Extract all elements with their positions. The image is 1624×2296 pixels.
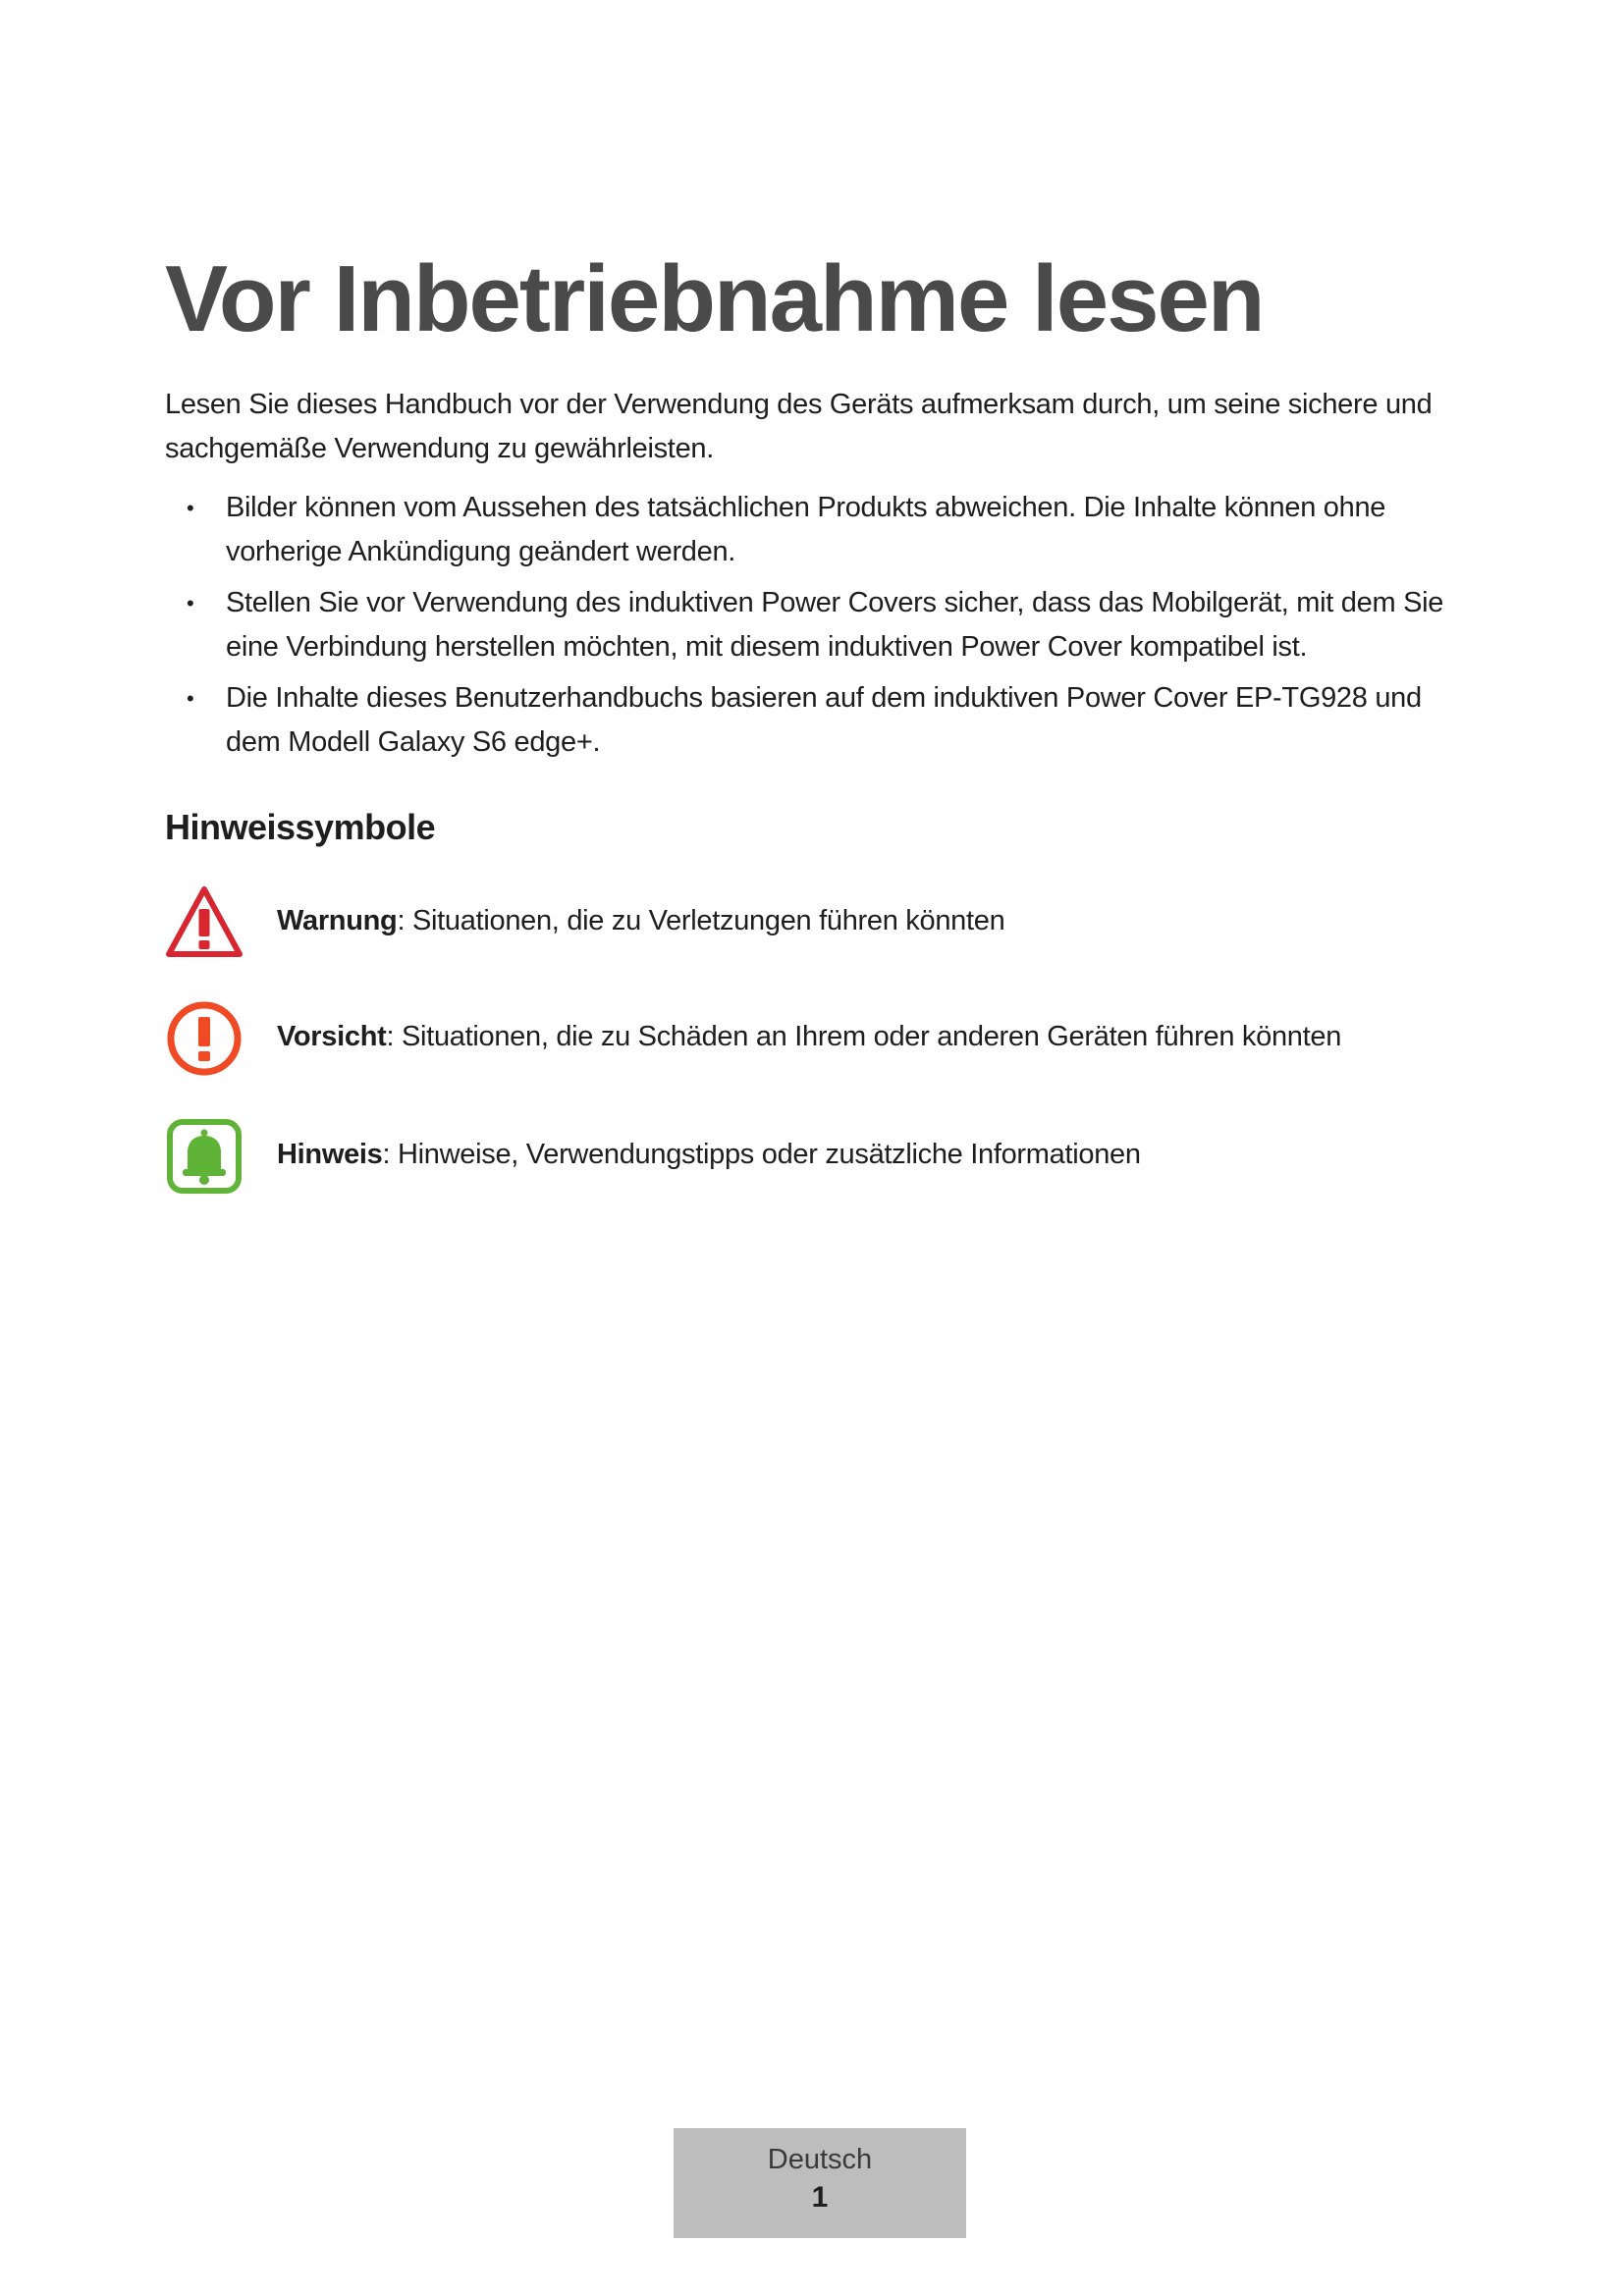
bullet-list [165, 486, 1461, 772]
note-bell-icon [165, 1117, 244, 1196]
bullet-item [165, 676, 1461, 765]
intro-paragraph: Lesen Sie dieses Handbuch vor der Verwendung des Geräts aufmerksam durch, um seine sichere und sachgemäße Verwendung zu gewährleisten. [165, 389, 1433, 464]
page-footer [674, 2128, 966, 2238]
notice-warning-label: Warnung [277, 905, 398, 936]
notice-caution-separator: : [386, 1021, 395, 1052]
bullet-text: Stellen Sie vor Verwendung des induktiven Power Covers sicher, dass das Mobilgerät, mit dem Sie eine Verbindung herstellen möchten, mit diesem induktiven Power Cover kompatibel ist. [226, 587, 1444, 663]
notice-caution-label: Vorsicht [277, 1021, 387, 1052]
notice-note-separator: : [382, 1139, 391, 1170]
notice-note [165, 1117, 1461, 1196]
bullet-item [165, 581, 1461, 669]
bullet-dot: • [187, 686, 194, 711]
notice-caution [165, 999, 1461, 1078]
bullet-item [165, 486, 1461, 574]
notice-warning-separator: : [397, 905, 406, 936]
notice-note-description: Hinweise, Verwendungstipps oder zusätzliche Informationen [390, 1139, 1141, 1170]
notice-note-label: Hinweis [277, 1139, 383, 1170]
bullet-text: Bilder können vom Aussehen des tatsächlichen Produkts abweichen. Die Inhalte können ohne vorherige Ankündigung geändert werden. [226, 492, 1386, 567]
bullet-dot: • [187, 591, 194, 615]
caution-circle-icon [165, 999, 244, 1078]
notice-note-text [277, 1133, 1141, 1177]
notice-caution-description: Situationen, die zu Schäden an Ihrem oder anderen Geräten führen könnten [394, 1021, 1342, 1052]
bullet-dot: • [187, 496, 194, 520]
section-heading-notice-symbols: Hinweissymbole [165, 807, 436, 847]
page-number: 1 [811, 2181, 829, 2214]
warning-triangle-icon [165, 883, 244, 962]
notice-caution-text [277, 1015, 1341, 1059]
bullet-text: Die Inhalte dieses Benutzerhandbuchs basieren auf dem induktiven Power Cover EP-TG928 und dem Modell Galaxy S6 edge+. [226, 682, 1422, 758]
notice-warning [165, 883, 1461, 962]
notice-warning-description: Situationen, die zu Verletzungen führen könnten [405, 905, 1005, 936]
page-title: Vor Inbetriebnahme lesen [165, 246, 1264, 351]
notice-warning-text [277, 899, 1004, 943]
footer-language: Deutsch [767, 2144, 873, 2175]
